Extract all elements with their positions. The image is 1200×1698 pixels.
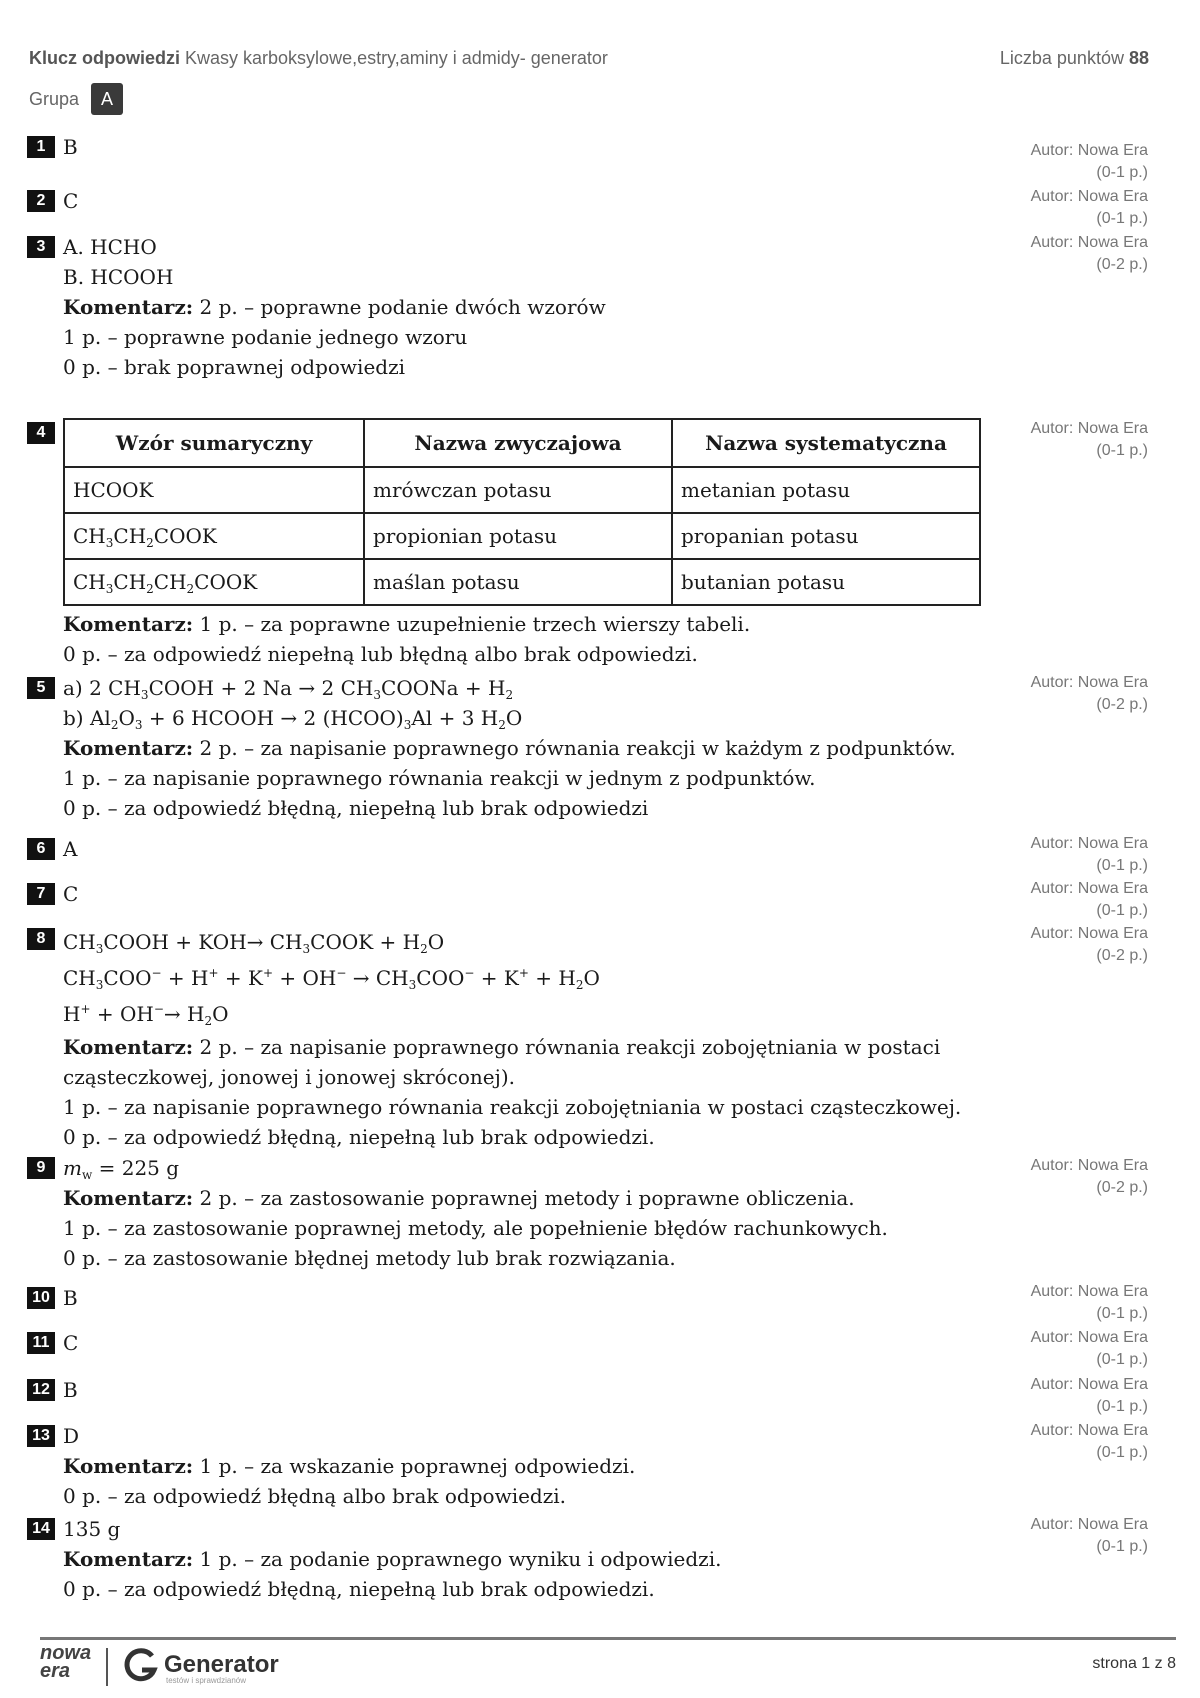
komentarz-label: Komentarz: xyxy=(63,612,194,636)
points: (0-1 p.) xyxy=(1096,902,1148,919)
answer: $m_w = 225$ g xyxy=(63,1156,180,1182)
question-2 xyxy=(27,186,987,216)
author: Autor: Nowa Era xyxy=(1030,1283,1148,1300)
author: Autor: Nowa Era xyxy=(1030,234,1148,251)
komentarz-label: Komentarz: xyxy=(63,1186,194,1210)
komentarz-text: 1 p. – za zastosowanie poprawnej metody, ale popełnienie błędów rachunkowych. xyxy=(63,1216,888,1240)
komentarz-text: 1 p. – za poprawne uzupełnienie trzech wierszy tabeli. xyxy=(199,612,751,636)
question-number: 13 xyxy=(27,1425,55,1447)
question-10 xyxy=(27,1283,987,1313)
komentarz-text: 0 p. – brak poprawnej odpowiedzi xyxy=(63,355,406,379)
author: Autor: Nowa Era xyxy=(1030,420,1148,437)
author: Autor: Nowa Era xyxy=(1030,925,1148,942)
question-number: 14 xyxy=(27,1518,55,1540)
komentarz-text: 1 p. – za podanie poprawnego wyniku i odpowiedzi. xyxy=(199,1547,722,1571)
answer: B xyxy=(63,1286,78,1310)
points-value: 88 xyxy=(1128,48,1149,68)
komentarz-text: 1 p. – za napisanie poprawnego równania reakcji w jednym z podpunktów. xyxy=(63,766,816,790)
question-1-meta xyxy=(1031,140,1148,184)
answer: C xyxy=(63,1331,79,1355)
question-9-meta xyxy=(1031,1155,1148,1199)
author: Autor: Nowa Era xyxy=(1030,1516,1148,1533)
column-header: Nazwa zwyczajowa xyxy=(364,419,672,467)
question-1 xyxy=(27,132,987,162)
question-3 xyxy=(27,232,987,382)
question-5 xyxy=(27,673,987,823)
points: (0-1 p.) xyxy=(1096,1538,1148,1555)
komentarz-text: 0 p. – za odpowiedź błędną, niepełną lub brak odpowiedzi. xyxy=(63,1577,655,1601)
points-label: Liczba punktów xyxy=(999,48,1124,68)
column-header: Nazwa systematyczna xyxy=(672,419,980,467)
table-cell: mrówczan potasu xyxy=(364,467,672,513)
table-row xyxy=(64,467,980,513)
question-number: 5 xyxy=(27,677,55,699)
komentarz-text: 1 p. – poprawne podanie jednego wzoru xyxy=(63,325,468,349)
answer: B xyxy=(63,135,78,159)
question-number: 11 xyxy=(27,1332,55,1354)
generator-subtext: testów i sprawdzianów xyxy=(166,1676,247,1685)
points: (0-1 p.) xyxy=(1096,210,1148,227)
question-7 xyxy=(27,879,987,909)
nowa-era-logo xyxy=(40,1644,91,1680)
table-cell: $CH_3CH_2CH_2COOK$ xyxy=(64,559,364,605)
komentarz-text: 0 p. – za zastosowanie błędnej metody lub brak rozwiązania. xyxy=(63,1246,676,1270)
table-header-row xyxy=(64,419,980,467)
logo-era-text: era xyxy=(40,1660,71,1682)
komentarz-text: 2 p. – za napisanie poprawnego równania reakcji w każdym z podpunktów. xyxy=(199,736,956,760)
question-10-meta xyxy=(1031,1281,1148,1325)
equation-a: a) 2 $CH_3COOH + 2$ Na → 2 $CH_3COONa + H_2$ xyxy=(63,676,514,702)
author: Autor: Nowa Era xyxy=(1030,188,1148,205)
question-13-meta xyxy=(1031,1420,1148,1464)
question-5-meta xyxy=(1031,672,1148,716)
question-11-meta xyxy=(1031,1327,1148,1371)
question-number: 2 xyxy=(27,190,55,212)
author: Autor: Nowa Era xyxy=(1030,835,1148,852)
points: (0-1 p.) xyxy=(1096,1398,1148,1415)
question-6-meta xyxy=(1031,833,1148,877)
answer: B xyxy=(63,1378,78,1402)
komentarz-text: 0 p. – za odpowiedź błędną, niepełną lub brak odpowiedzi xyxy=(63,796,649,820)
points: (0-1 p.) xyxy=(1096,442,1148,459)
question-4-comment xyxy=(27,609,987,669)
group-badge: A xyxy=(91,83,123,115)
equation-ionic: $CH_3COO^- + H^+ + K^+ + OH^- \to CH_3COO^- + K^+ + H_2O$ xyxy=(63,966,600,992)
komentarz-text: 1 p. – za napisanie poprawnego równania reakcji zobojętniania w postaci cząsteczkowej. xyxy=(63,1095,962,1119)
question-number: 9 xyxy=(27,1157,55,1179)
column-header: Wzór sumaryczny xyxy=(64,419,364,467)
komentarz-label: Komentarz: xyxy=(63,1035,194,1059)
answer: 135 g xyxy=(63,1517,121,1541)
komentarz-text: 0 p. – za odpowiedź niepełną lub błędną albo brak odpowiedzi. xyxy=(63,642,698,666)
footer-divider xyxy=(40,1637,1176,1640)
question-number: 12 xyxy=(27,1379,55,1401)
points: (0-2 p.) xyxy=(1096,1179,1148,1196)
table-cell: propionian potasu xyxy=(364,513,672,559)
equation-b: b) $Al_2O_3 + 6$ HCOOH → 2 $(HCOO)_3Al + 3$ $H_2O$ xyxy=(63,706,523,732)
question-3-meta xyxy=(1031,232,1148,276)
points: (0-1 p.) xyxy=(1096,1351,1148,1368)
komentarz-label: Komentarz: xyxy=(63,1547,194,1571)
author: Autor: Nowa Era xyxy=(1030,674,1148,691)
question-8-meta xyxy=(1031,923,1148,967)
komentarz-label: Komentarz: xyxy=(63,295,194,319)
question-7-meta xyxy=(1031,878,1148,922)
equation-molecular: $CH_3COOH + KOH\to$ $CH_3COOK + H_2O$ xyxy=(63,930,445,956)
table-cell: $CH_3CH_2COOK$ xyxy=(64,513,364,559)
komentarz-label: Komentarz: xyxy=(63,736,194,760)
table-cell: propanian potasu xyxy=(672,513,980,559)
komentarz-text: cząsteczkowej, jonowej i jonowej skróconej). xyxy=(63,1065,515,1089)
points: (0-2 p.) xyxy=(1096,256,1148,273)
table-cell: HCOOK xyxy=(64,467,364,513)
answer-line: B. HCOOH xyxy=(63,265,174,289)
header-title: Kwasy karboksylowe,estry,aminy i admidy- generator xyxy=(185,48,608,68)
table-row xyxy=(64,559,980,605)
table-row xyxy=(64,513,980,559)
komentarz-text: 2 p. – za napisanie poprawnego równania reakcji zobojętniania w postaci xyxy=(199,1035,941,1059)
answer-line: A. HCHO xyxy=(63,235,157,259)
document-header xyxy=(29,48,1149,69)
question-12-meta xyxy=(1031,1374,1148,1418)
table-cell: metanian potasu xyxy=(672,467,980,513)
answer: A xyxy=(63,837,78,861)
question-8 xyxy=(27,924,987,1152)
header-title-bold: Klucz odpowiedzi xyxy=(29,48,180,68)
question-9 xyxy=(27,1153,987,1273)
points: (0-2 p.) xyxy=(1096,947,1148,964)
komentarz-text: 0 p. – za odpowiedź błędną, niepełną lub brak odpowiedzi. xyxy=(63,1125,655,1149)
generator-g-icon xyxy=(122,1646,160,1684)
author: Autor: Nowa Era xyxy=(1030,880,1148,897)
points: (0-1 p.) xyxy=(1096,1305,1148,1322)
points: (0-1 p.) xyxy=(1096,1444,1148,1461)
answer: C xyxy=(63,189,79,213)
question-2-meta xyxy=(1031,186,1148,230)
table-cell: butanian potasu xyxy=(672,559,980,605)
author: Autor: Nowa Era xyxy=(1030,1329,1148,1346)
question-number: 7 xyxy=(27,883,55,905)
logo-separator xyxy=(106,1648,108,1686)
points: (0-1 p.) xyxy=(1096,857,1148,874)
question-14-meta xyxy=(1031,1514,1148,1558)
logo-nowa-text: nowa xyxy=(40,1642,92,1664)
answer: D xyxy=(63,1424,80,1448)
komentarz-text: 1 p. – za wskazanie poprawnej odpowiedzi. xyxy=(199,1454,636,1478)
table-cell: maślan potasu xyxy=(364,559,672,605)
question-number: 4 xyxy=(27,422,55,444)
points: (0-1 p.) xyxy=(1096,164,1148,181)
question-11 xyxy=(27,1328,987,1358)
question-13 xyxy=(27,1421,987,1511)
answer: C xyxy=(63,882,79,906)
question-12 xyxy=(27,1375,987,1405)
page-number: strona 1 z 8 xyxy=(1092,1655,1176,1672)
points: (0-2 p.) xyxy=(1096,696,1148,713)
komentarz-text: 2 p. – za zastosowanie poprawnej metody i poprawne obliczenia. xyxy=(199,1186,855,1210)
points-total xyxy=(1000,48,1149,69)
generator-logo xyxy=(122,1646,279,1684)
group-label: Grupa xyxy=(29,88,80,109)
komentarz-text: 2 p. – poprawne podanie dwóch wzorów xyxy=(199,295,606,319)
author: Autor: Nowa Era xyxy=(1030,1422,1148,1439)
generator-text: Generator xyxy=(164,1651,279,1678)
names-table xyxy=(63,418,981,606)
author: Autor: Nowa Era xyxy=(1030,142,1148,159)
author: Autor: Nowa Era xyxy=(1030,1157,1148,1174)
question-number: 1 xyxy=(27,136,55,158)
question-14 xyxy=(27,1514,987,1604)
question-4-meta xyxy=(1031,418,1148,462)
author: Autor: Nowa Era xyxy=(1030,1376,1148,1393)
group-indicator xyxy=(29,83,123,115)
question-number: 3 xyxy=(27,236,55,258)
komentarz-label: Komentarz: xyxy=(63,1454,194,1478)
komentarz-text: 0 p. – za odpowiedź błędną albo brak odpowiedzi. xyxy=(63,1484,567,1508)
question-6 xyxy=(27,834,987,864)
question-number: 6 xyxy=(27,838,55,860)
question-number: 8 xyxy=(27,928,55,950)
equation-ionic-short: $H^+ + OH^-\to H_2O$ xyxy=(63,1002,229,1028)
question-number: 10 xyxy=(27,1287,55,1309)
